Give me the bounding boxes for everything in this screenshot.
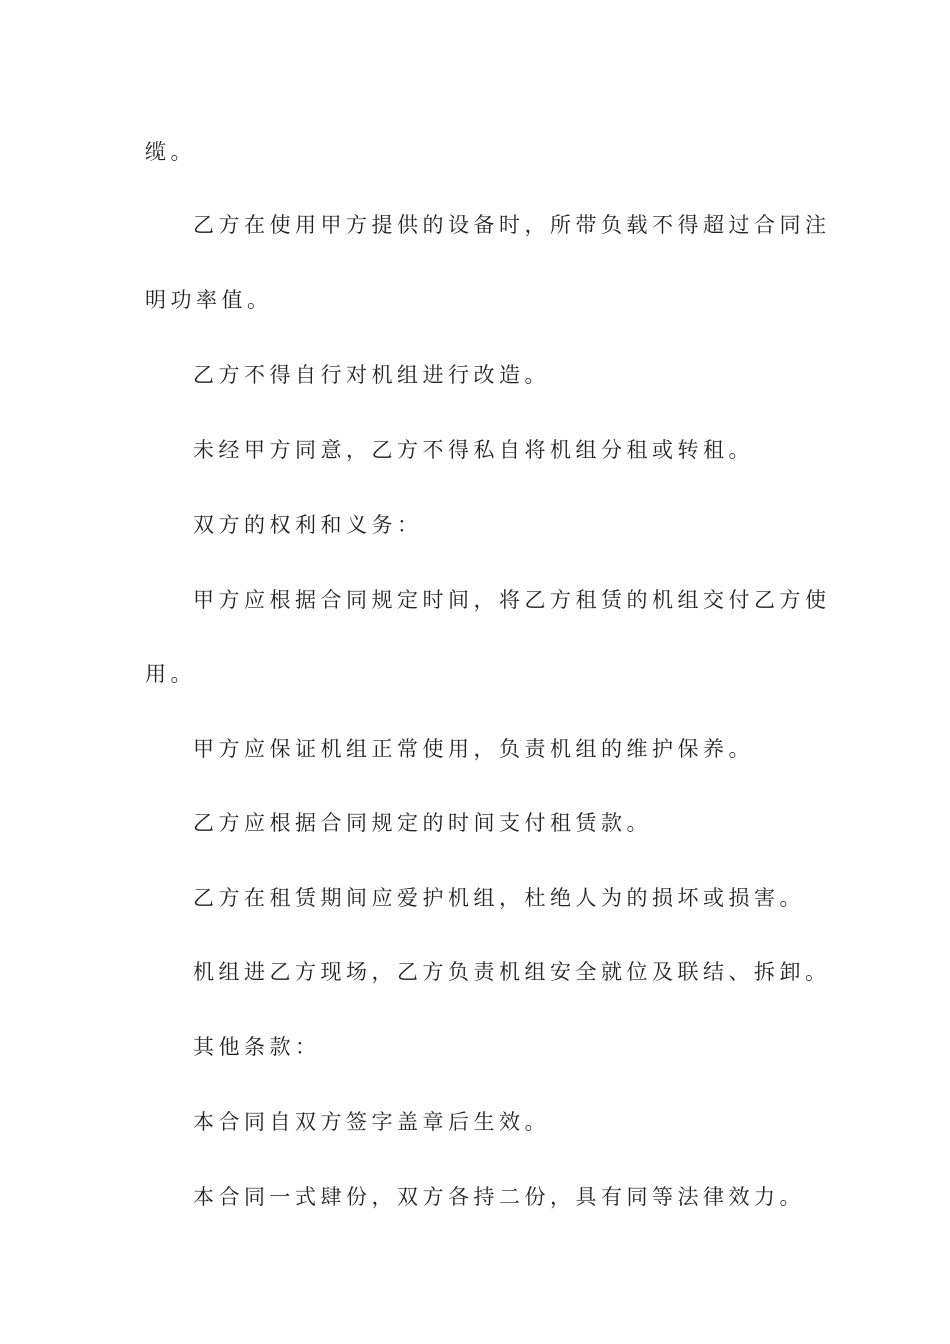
text-line-9: 甲方应保证机组正常使用，负责机组的维护保养。 [193,737,754,761]
text-line-12: 机组进乙方现场，乙方负责机组安全就位及联结、拆卸。 [193,960,831,984]
text-line-3: 明功率值。 [145,288,273,312]
text-line-4: 乙方不得自行对机组进行改造。 [193,363,550,387]
text-line-6: 双方的权利和义务： [193,513,423,537]
text-line-15: 本合同一式肆份，双方各持二份，具有同等法律效力。 [193,1185,805,1209]
text-line-10: 乙方应根据合同规定的时间支付租赁款。 [193,811,652,835]
text-line-7: 甲方应根据合同规定时间，将乙方租赁的机组交付乙方使 [193,588,831,612]
text-line-2: 乙方在使用甲方提供的设备时，所带负载不得超过合同注 [193,213,831,237]
text-line-8: 用。 [145,662,196,686]
text-line-14: 本合同自双方签字盖章后生效。 [193,1110,550,1134]
text-line-11: 乙方在租赁期间应爱护机组，杜绝人为的损坏或损害。 [193,886,805,910]
text-line-13: 其他条款： [193,1035,321,1059]
text-line-1: 缆。 [145,140,196,164]
text-line-5: 未经甲方同意，乙方不得私自将机组分租或转租。 [193,438,754,462]
